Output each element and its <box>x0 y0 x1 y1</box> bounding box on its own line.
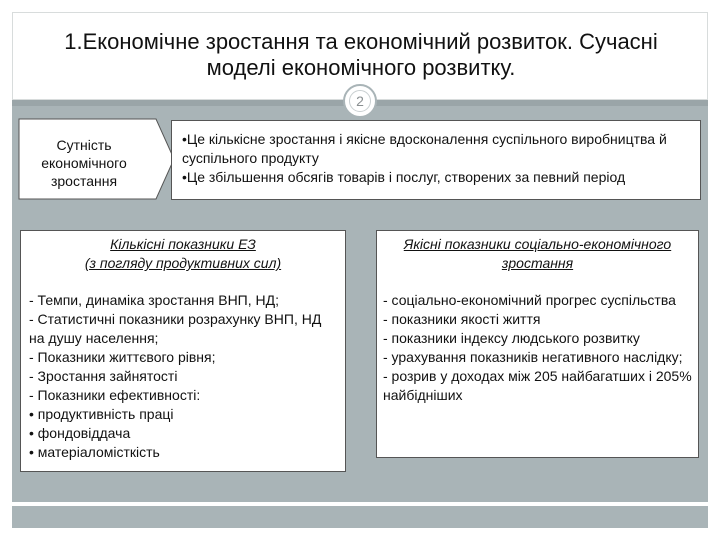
quantitative-item: • матеріаломісткість <box>29 444 160 460</box>
slide-title: 1.Економічне зростання та економічний розвиток. Сучасні моделі економічного розвитку. <box>64 29 658 80</box>
essence-label: Сутність економічного зростання <box>41 137 127 189</box>
quantitative-item: - Показники життєвого рівня; <box>29 349 216 365</box>
qualitative-title-line-2: зростання <box>501 255 574 271</box>
quantitative-title-line-2: (з погляду продуктивних сил) <box>84 255 282 271</box>
qualitative-item: - розрив у доходах між 205 найбагатших і 205% найбідніших <box>383 368 692 403</box>
qualitative-item: - показники якості життя <box>383 311 541 327</box>
quantitative-item: - Темпи, динаміка зростання ВНП, НД; <box>29 292 279 308</box>
quantitative-item: - Показники ефективності: <box>29 387 201 403</box>
quantitative-title <box>29 235 337 273</box>
quantitative-item: - Зростання зайнятості <box>29 368 178 384</box>
qualitative-item: - показники індексу людського розвитку <box>383 330 640 346</box>
qualitative-title-line-1: Якісні показники соціально-економічного <box>403 236 672 252</box>
quantitative-item: • продуктивність праці <box>29 406 174 422</box>
definition-line-1: •Це кількісне зростання і якісне вдосконалення суспільного виробництва й суспільного продукту <box>182 131 667 166</box>
qualitative-indicators-box <box>376 230 699 458</box>
definition-box <box>171 120 701 200</box>
footer-band <box>12 506 708 528</box>
quantitative-title-line-1: Кількісні показники ЕЗ <box>110 236 256 252</box>
qualitative-item: - урахування показників негативного наслідку; <box>383 349 683 365</box>
qualitative-item: - соціально-економічний прогрес суспільства <box>383 292 676 308</box>
page-number-badge: 2 <box>343 84 377 118</box>
quantitative-item: • фондовіддача <box>29 425 131 441</box>
quantitative-indicators-box <box>20 230 346 472</box>
quantitative-item: - Статистичні показники розрахунку ВНП, НД на душу населення; <box>29 311 322 346</box>
definition-line-2: •Це збільшення обсягів товарів і послуг, створених за певний період <box>182 169 626 185</box>
qualitative-title <box>383 235 692 273</box>
